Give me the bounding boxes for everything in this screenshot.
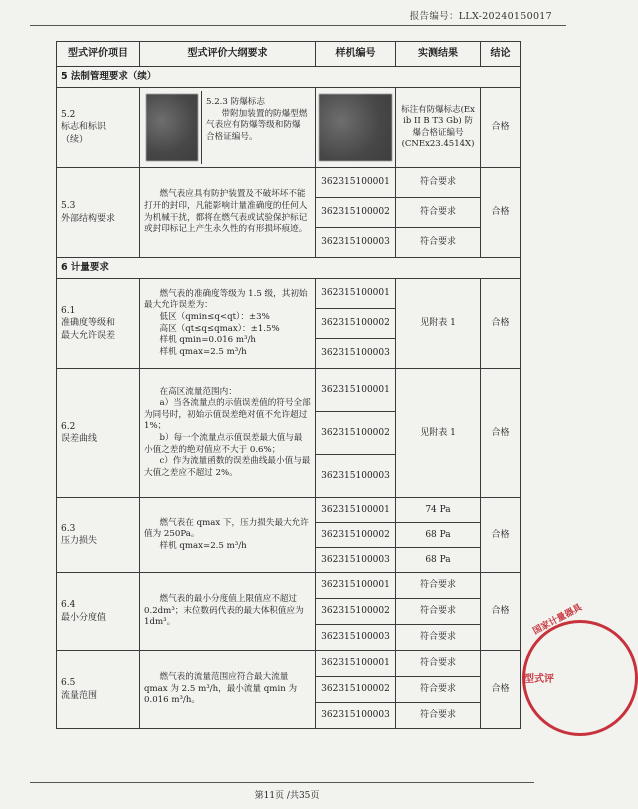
table-header-row [57, 42, 521, 67]
requirement-cell: 燃气表的流量范围应符合最大流量 qmax 为 2.5 m³/h，最小流量 qmin 为 0.016 m³/h。 [140, 651, 316, 729]
conclusion-cell: 合格 [481, 279, 521, 369]
table-row [57, 498, 521, 523]
item-cell: 6.3 压力损失 [57, 498, 140, 573]
sample-id: 362315100002 [316, 309, 396, 339]
result-cell: 标注有防爆标志(Ex ib II B T3 Gb) 防爆合格证编号(CNEx23.4514X) [396, 88, 481, 168]
conclusion-cell: 合格 [481, 369, 521, 498]
table-row [57, 573, 521, 599]
sample-id: 362315100002 [316, 599, 396, 625]
requirement-cell: 燃气表的准确度等级为 1.5 级，其初始最大允许误差为： 低区（qmin≤q<qt）：±3% 高区（qt≤q≤qmax）：±1.5% 样机 qmin=0.016 m³/h 样机 qmax=2.5 m³/h [140, 279, 316, 369]
item-cell: 6.5 流量范围 [57, 651, 140, 729]
result-cell: 68 Pa [396, 548, 481, 573]
sample-id: 362315100003 [316, 548, 396, 573]
header-conclusion: 结论 [481, 42, 521, 67]
seal-text-top: 国家计量器具 [531, 602, 584, 637]
sample-id: 362315100002 [316, 198, 396, 228]
section-title-6: 6 计量要求 [57, 258, 521, 279]
sample-id: 362315100003 [316, 455, 396, 498]
conclusion-cell: 合格 [481, 651, 521, 729]
table-row [57, 369, 521, 412]
table-row [57, 168, 521, 198]
sample-id: 362315100001 [316, 498, 396, 523]
sample-id: 362315100002 [316, 677, 396, 703]
result-cell: 符合要求 [396, 703, 481, 729]
conclusion-cell: 合格 [481, 573, 521, 651]
footer-divider [30, 782, 534, 783]
requirement-title: 5.2.3 防爆标志 [206, 97, 265, 107]
official-seal [522, 602, 592, 750]
item-cell: 6.1 准确度等级和 最大允许误差 [57, 279, 140, 369]
sample-id: 362315100003 [316, 625, 396, 651]
redacted-block [143, 91, 201, 164]
table-row [57, 651, 521, 677]
requirement-cell [140, 88, 316, 168]
header-result: 实测结果 [396, 42, 481, 67]
section-title-5: 5 法制管理要求（续） [57, 67, 521, 88]
conclusion-cell: 合格 [481, 168, 521, 258]
section-row [57, 67, 521, 88]
requirement-cell: 燃气表应具有防护装置及不破坏坏不能打开的封印，凡能影响计量准确度的任何人为机械干扰，都将在燃气表或试验保护标记或封印标记上产生永久性的有形损坏痕迹。 [140, 168, 316, 258]
result-cell: 符合要求 [396, 651, 481, 677]
requirement-cell: 燃气表的最小分度值上限值应不超过 0.2dm³；末位数码代表的最大体积值应为 1dm³。 [140, 573, 316, 651]
sample-id: 362315100001 [316, 168, 396, 198]
result-cell: 68 Pa [396, 523, 481, 548]
sample-id: 362315100003 [316, 228, 396, 258]
sample-id: 362315100003 [316, 703, 396, 729]
seal-text-bottom: 型式评 [524, 674, 554, 685]
sample-id: 362315100001 [316, 573, 396, 599]
redacted-sample-cell [316, 88, 396, 168]
header-sample: 样机编号 [316, 42, 396, 67]
report-number: 报告编号：LLX-20240150017 [409, 11, 552, 22]
result-cell: 符合要求 [396, 228, 481, 258]
conclusion-cell: 合格 [481, 88, 521, 168]
section-row [57, 258, 521, 279]
result-cell: 符合要求 [396, 599, 481, 625]
sample-id: 362315100003 [316, 339, 396, 369]
result-cell: 符合要求 [396, 168, 481, 198]
requirement-cell: 燃气表在 qmax 下，压力损失最大允许值为 250Pa。 样机 qmax=2.5 m³/h [140, 498, 316, 573]
result-cell: 符合要求 [396, 625, 481, 651]
sample-id: 362315100002 [316, 523, 396, 548]
item-cell: 6.4 最小分度值 [57, 573, 140, 651]
table-row [57, 88, 521, 168]
result-cell: 见附表 1 [396, 279, 481, 369]
header-divider [30, 25, 566, 26]
page-number: 第11页 /共35页 [254, 791, 320, 801]
evaluation-table [56, 41, 521, 729]
item-cell: 5.2 标志和标识 （续） [57, 88, 140, 168]
result-cell: 见附表 1 [396, 369, 481, 498]
conclusion-cell: 合格 [481, 498, 521, 573]
header-requirement: 型式评价大纲要求 [140, 42, 316, 67]
result-cell: 符合要求 [396, 677, 481, 703]
sample-id: 362315100001 [316, 279, 396, 309]
sample-id: 362315100002 [316, 412, 396, 455]
result-cell: 符合要求 [396, 198, 481, 228]
item-cell: 6.2 误差曲线 [57, 369, 140, 498]
requirement-text: 带附加装置的防爆型燃气表应有防爆等级和防爆合格证编号。 [206, 108, 308, 142]
requirement-cell: 在高区流量范围内： a）当各流量点的示值误差值的符号全部为同号时，初始示值误差绝对值不允许超过 1%； b）每一个流量点示值误差最大值与最小值之差的绝对值应不大于 0.6%； c）作为流量函数的误差曲线最小值与最大值之差应不超过 2%。 [140, 369, 316, 498]
item-cell: 5.3 外部结构要求 [57, 168, 140, 258]
sample-id: 362315100001 [316, 369, 396, 412]
header-item: 型式评价项目 [57, 42, 140, 67]
table-row [57, 279, 521, 309]
sample-id: 362315100001 [316, 651, 396, 677]
result-cell: 74 Pa [396, 498, 481, 523]
result-cell: 符合要求 [396, 573, 481, 599]
